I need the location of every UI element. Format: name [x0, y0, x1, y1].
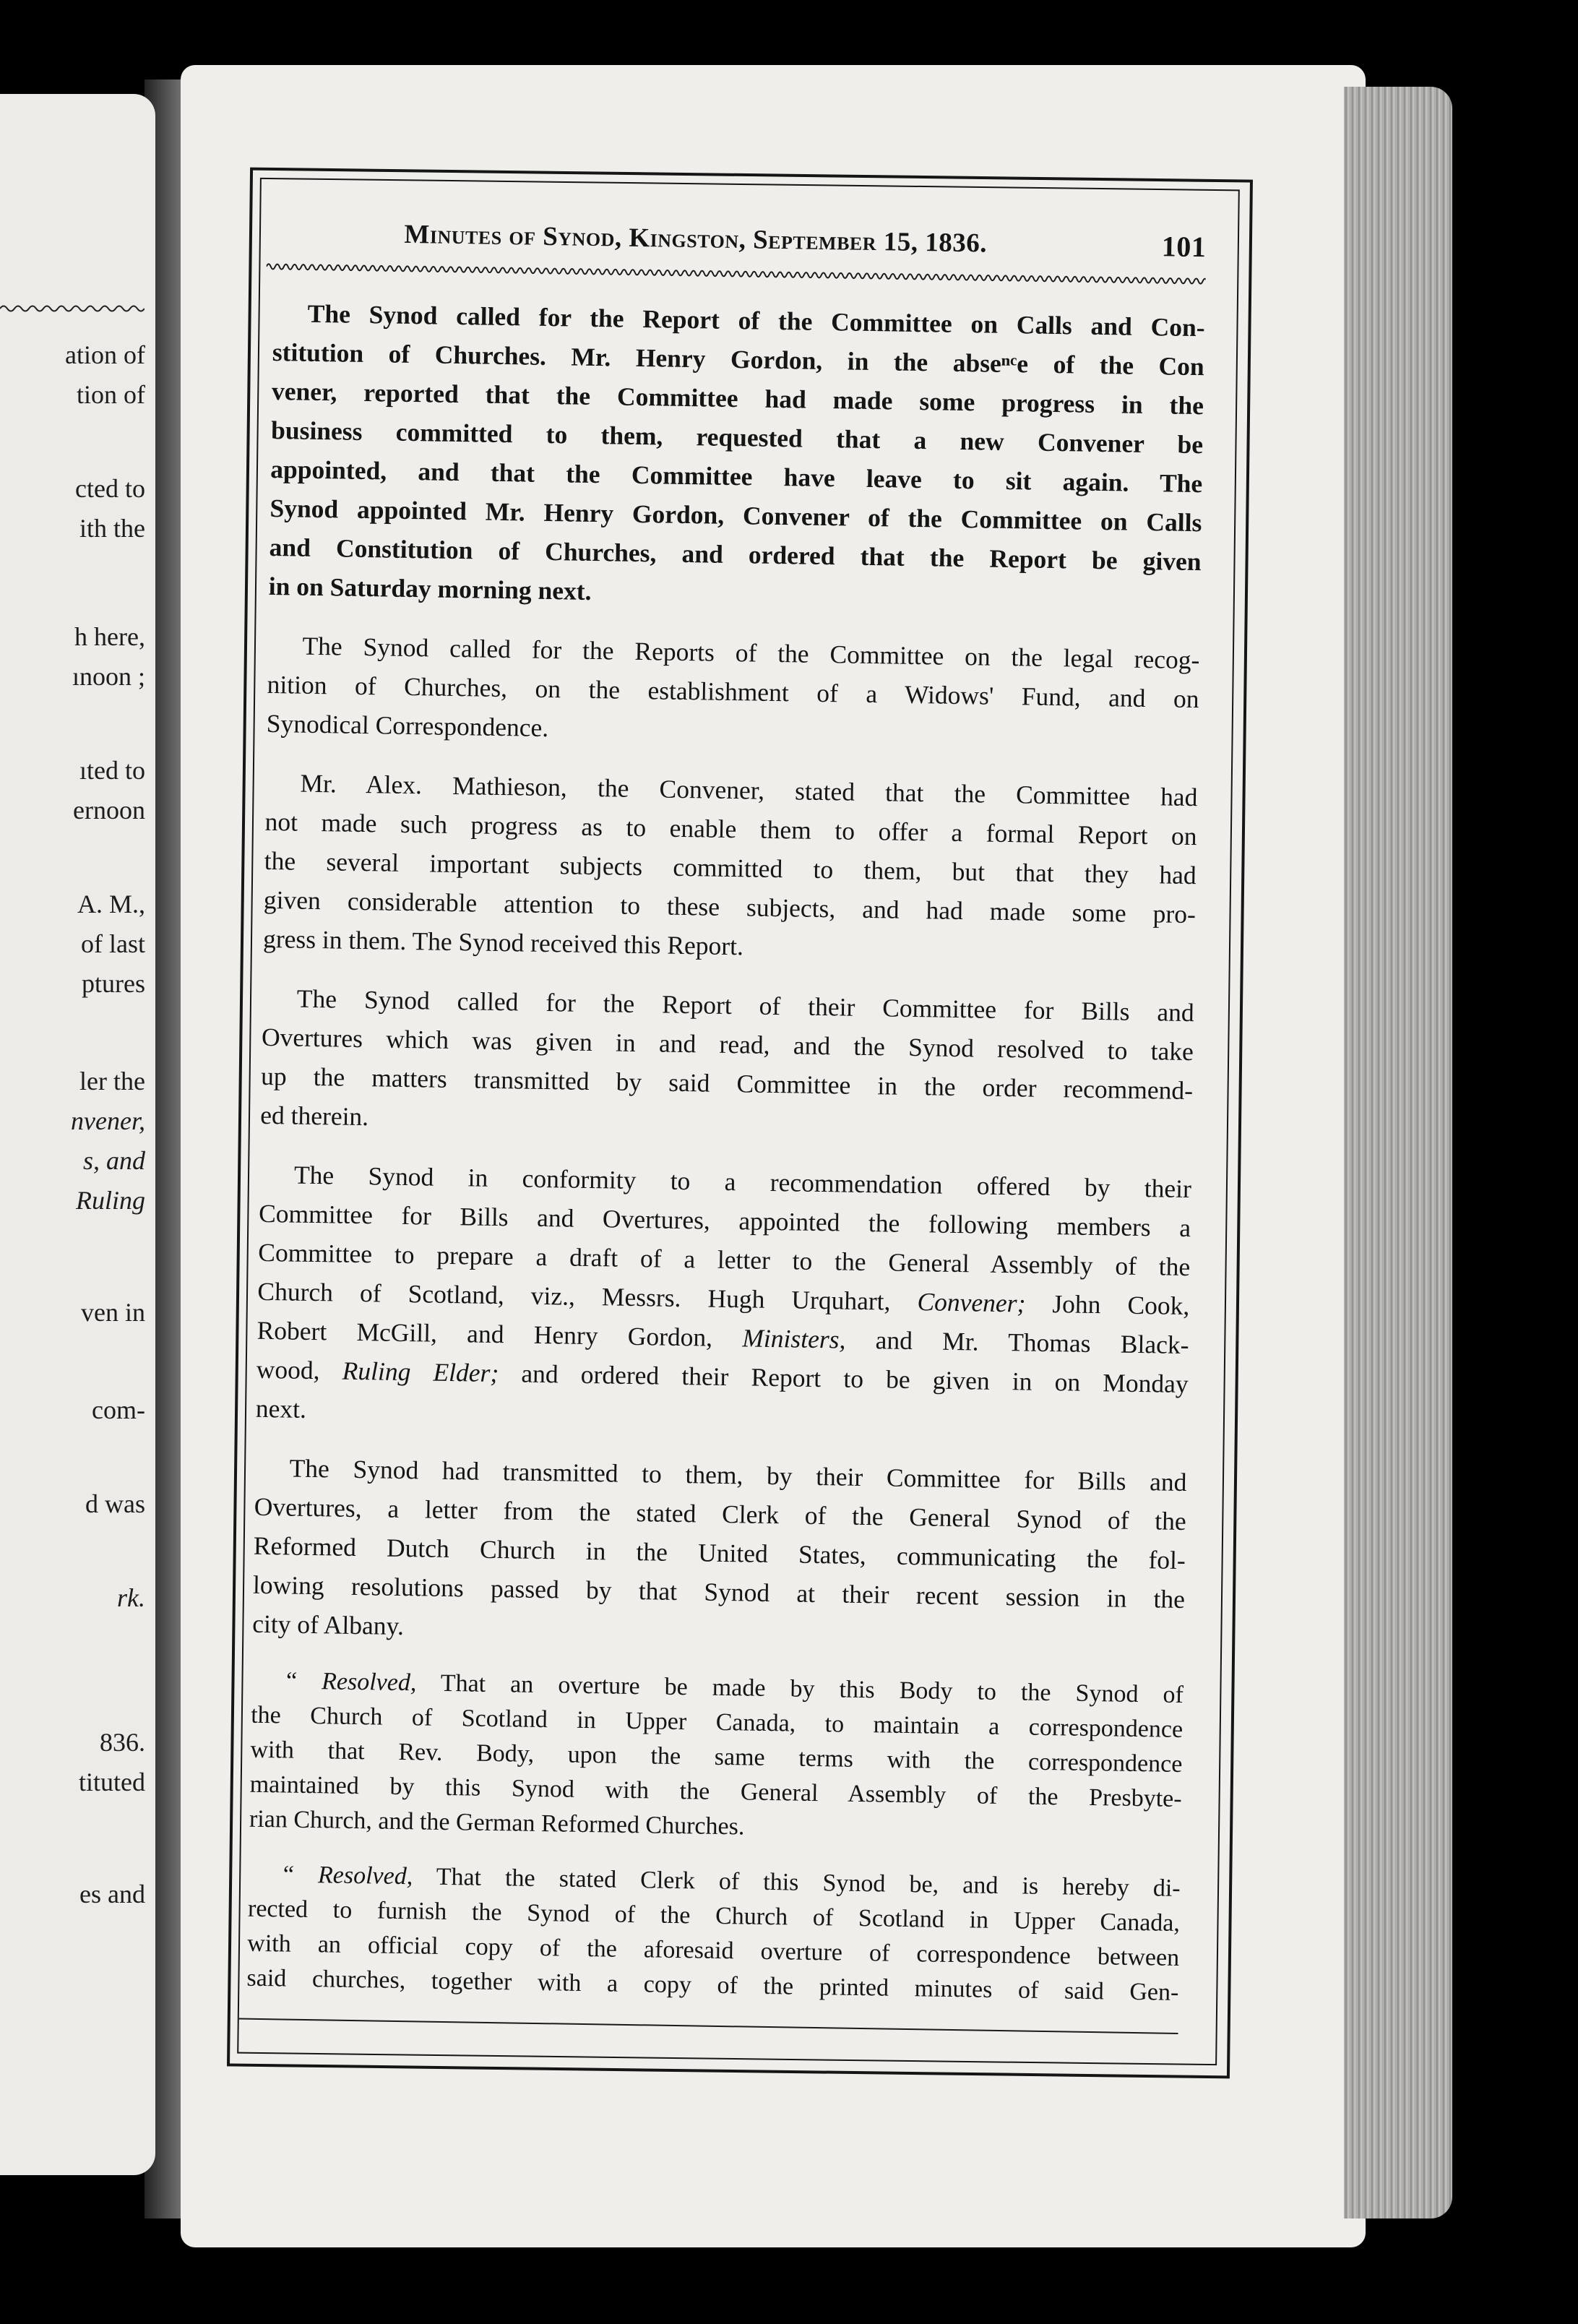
text-line: Overtures which was given in and read, and the Synod resolved to take — [261, 1022, 1194, 1067]
text-line: The Synod called for the Report of their Committee for Bills and — [296, 984, 1195, 1028]
left-page-line: d was — [85, 1489, 145, 1518]
text-line: “ Resolved, That an overture be made by this Body to the Synod of — [285, 1667, 1184, 1709]
paragraph — [252, 1448, 1187, 1658]
left-page-line: com- — [92, 1395, 145, 1424]
text-line: the several important subjects committed to them, but that they had — [264, 845, 1197, 890]
text-line: maintained by this Synod with the General Assembly of the Presbyte- — [249, 1770, 1182, 1812]
text-line: rected to furnish the Synod of the Church of Scotland in Upper Canada, — [247, 1895, 1181, 1937]
page-content — [246, 210, 1207, 2036]
text-line: up the matters transmitted by said Committee in the order recommend- — [260, 1061, 1194, 1106]
left-page-line: Ruling — [76, 1186, 145, 1215]
text-line: next. — [255, 1393, 307, 1424]
left-page-line: cted to — [75, 474, 145, 503]
text-line: Robert McGill, and Henry Gordon, Ministers, and Mr. Thomas Black- — [256, 1315, 1189, 1360]
text-line: stitution of Churches. Mr. Henry Gordon, in the abseⁿᶜe of the Con — [272, 337, 1205, 382]
text-line: given considerable attention to these subjects, and had made some pro- — [263, 885, 1197, 929]
left-page-line: 836. — [100, 1728, 145, 1757]
left-page-line: tituted — [79, 1768, 145, 1796]
text-line: wood, Ruling Elder; and ordered their Report to be given in on Monday — [256, 1354, 1189, 1399]
text-line: nition of Churches, on the establishment of a Widows' Fund, and on — [267, 669, 1199, 714]
text-line: Overtures, a letter from the stated Clerk of the General Synod of the — [254, 1492, 1186, 1536]
paragraph — [246, 1857, 1181, 2010]
left-page-wavy-rule — [0, 304, 145, 314]
text-line: with that Rev. Body, upon the same terms with the correspondence — [250, 1736, 1183, 1778]
text-line: vener, reported that the Committee had made some progress in the — [271, 376, 1204, 421]
text-line: Mr. Alex. Mathieson, the Convener, stated that the Committee had — [300, 768, 1198, 812]
left-page-line: rk. — [117, 1583, 145, 1612]
page-edges — [1344, 87, 1452, 2218]
text-line: The Synod called for the Reports of the Committee on the legal recog- — [302, 631, 1200, 675]
left-facing-page — [0, 94, 155, 2175]
left-page-line: ıted to — [79, 756, 145, 785]
paragraph — [256, 1155, 1192, 1442]
text-line: Committee for Bills and Overtures, appointed the following members a — [258, 1198, 1191, 1243]
text-line: “ Resolved, That the stated Clerk of this Synod be, and is hereby di- — [283, 1861, 1181, 1902]
text-line: city of Albany. — [251, 1609, 405, 1641]
left-page-line: es and — [79, 1880, 145, 1908]
left-page-line: h here, — [74, 622, 145, 651]
left-page-line: nvener, — [71, 1106, 145, 1135]
text-line: appointed, and that the Committee have leave to sit again. The — [270, 454, 1203, 499]
paragraph — [268, 293, 1205, 620]
text-line: not made such progress as to enable them to offer a formal Report on — [264, 806, 1197, 851]
left-page-line: of last — [81, 929, 145, 958]
text-line: gress in them. The Synod received this Report. — [262, 924, 744, 961]
text-line: and Constitution of Churches, and ordered that the Report be given — [269, 532, 1202, 577]
page-number: 101 — [1161, 230, 1207, 264]
left-page-line: A. M., — [77, 890, 145, 918]
body-text — [246, 293, 1205, 2010]
paragraph — [260, 978, 1194, 1149]
text-line: Reformed Dutch Church in the United States, communicating the fol- — [253, 1531, 1186, 1575]
text-line: the Church of Scotland in Upper Canada, to maintain a correspondence — [250, 1701, 1184, 1744]
left-page-line: ler the — [79, 1067, 145, 1096]
text-line: Synodical Correspondence. — [266, 708, 549, 743]
text-line: Committee to prepare a draft of a letter to the General Assembly of the — [258, 1237, 1191, 1282]
text-line: Church of Scotland, viz., Messrs. Hugh Urquhart, Convener; John Cook, — [257, 1276, 1190, 1321]
paragraph — [263, 763, 1198, 973]
text-line: business committed to them, requested that a new Convener be — [270, 415, 1204, 460]
left-page-line: ith the — [79, 514, 145, 543]
text-line: said churches, together with a copy of the printed minutes of said Gen- — [246, 1964, 1179, 2006]
paragraph — [266, 626, 1199, 757]
left-page-line: ation of — [65, 340, 145, 369]
text-line: The Synod called for the Report of the Committee on Calls and Con- — [307, 298, 1205, 343]
paragraph — [249, 1664, 1184, 1851]
left-page-line: tion of — [77, 380, 145, 409]
running-head-title: Minutes of Synod, Kingston, September 15, 1836. — [404, 219, 988, 259]
text-line: Synod appointed Mr. Henry Gordon, Convener of the Committee on Calls — [270, 493, 1202, 538]
left-page-line: ınoon ; — [72, 662, 145, 691]
text-line: in on Saturday morning next. — [268, 571, 592, 606]
text-line: The Synod had transmitted to them, by their Committee for Bills and — [289, 1453, 1187, 1497]
text-line: with an official copy of the aforesaid overture of correspondence between — [247, 1929, 1180, 1971]
text-line: lowing resolutions passed by that Synod at their recent session in the — [252, 1570, 1186, 1614]
left-page-line: ernoon — [73, 796, 145, 825]
left-page-line: ptures — [82, 969, 145, 998]
left-page-line: s, and — [82, 1146, 145, 1175]
text-line: The Synod in conformity to a recommendation offered by their — [293, 1160, 1192, 1204]
text-line: ed therein. — [260, 1100, 369, 1132]
left-page-line: ven in — [81, 1298, 145, 1327]
text-line: rian Church, and the German Reformed Churches. — [249, 1805, 745, 1841]
